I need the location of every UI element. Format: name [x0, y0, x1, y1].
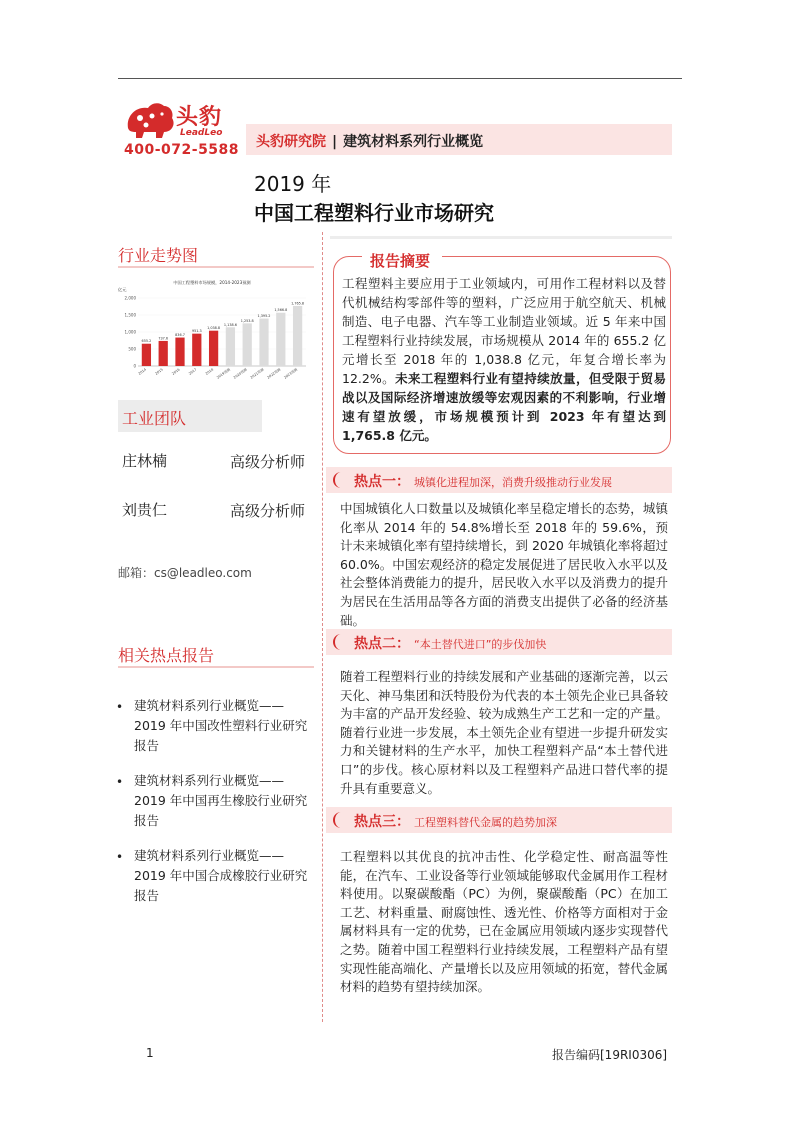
chart-data-label: 951.3: [191, 329, 202, 334]
hotspot-body: 工程塑料以其优良的抗冲击性、化学稳定性、耐高温等性能，在汽车、工业设备等行业领域能够取代金属用作工程材料使用。以聚碳酸酯（PC）为例，聚碳酸酯（PC）在加工工艺、材料重量、耐腐蚀性、透光性、价格等方面相对于金属材料具有一定的优势，已在金属应用领域内逐步实现替代之势。随着中国工程塑料行业持续发展，工程塑料产品有望实现性能高端化、产量增长以及应用领域的拓宽，替代金属材料的趋势有望持续加深。: [340, 849, 668, 995]
related-report-link[interactable]: 建筑材料系列行业概览——2019 年中国合成橡胶行业研究报告: [134, 848, 308, 903]
logo-wordmark: 头豹: [176, 105, 223, 130]
chart-xtick: 2015: [154, 367, 164, 376]
chart-bar: [192, 334, 201, 366]
hotspot-number: 热点一：: [354, 474, 410, 490]
market-size-chart: [112, 276, 312, 386]
page-title: 中国工程塑料行业市场研究: [254, 201, 494, 225]
related-report-link[interactable]: 建筑材料系列行业概览——2019 年中国改性塑料行业研究报告: [134, 698, 308, 753]
title-year: 2019 年: [254, 172, 332, 196]
chart-ytick: 0: [133, 363, 136, 369]
hotspot-marker-icon: [330, 633, 342, 651]
header-series-line: [256, 131, 483, 151]
chart-xtick: 2017: [188, 367, 198, 376]
column-divider: [322, 232, 323, 1022]
analyst-role: 高级分析师: [230, 502, 306, 520]
trend-divider: [118, 266, 314, 268]
chart-data-label: 836.7: [175, 333, 185, 338]
hotspot-body: 随着工程塑料行业的持续发展和产业基础的逐渐完善，以云天化、神马集团和沃特股份为代表的本土领先企业已具备较为丰富的产品开发经验、较为成熟生产工艺和一定的产量。随着行业进一步发展，本土领先企业有望进一步提升研发实力和关键材料的生产水平，加快工程塑料产品“本土替代进口”的步伐。核心原材料以及工程塑料产品进口替代率的提升具有重要意义。: [340, 669, 668, 796]
chart-data-label: 1,765.8: [291, 301, 305, 306]
summary-body: 工程塑料主要应用于工业领域内，可用作工程材料以及替代机械结构零部件等的塑料，广泛应用于航空航天、机械制造、电子电器、汽车等工业制造业领域。近 5 年来中国工程塑料行业持续发展，市场规模从 2014 年的 655.2 亿元增长至 2018 年的 1,038.8 亿元，年复合增长率为 12.2%。: [342, 276, 666, 386]
chart-ylabel: 亿元: [118, 287, 127, 292]
top-rule: [118, 78, 682, 79]
hotspot-number: 热点三：: [354, 814, 410, 830]
chart-data-label: 737.6: [158, 336, 169, 341]
chart-bar: [175, 338, 184, 366]
contact-email: 邮箱：cs@leadleo.com: [118, 566, 252, 580]
chart-data-label: 1,253.8: [240, 318, 254, 323]
summary-top-bar: [330, 236, 672, 239]
chart-data-label: 655.2: [141, 339, 152, 344]
chart-ytick: 2,000: [124, 295, 136, 301]
hotspot-subtitle: 工程塑料替代金属的趋势加深: [414, 816, 557, 829]
bullet: •: [116, 850, 124, 864]
hotspot-number: 热点二：: [354, 636, 410, 652]
summary-bold: 未来工程塑料行业有望持续放量，但受限于贸易战以及国际经济增速放缓等宏观因素的不利影响，行业增速有望放缓，市场规模预计到 2023 年有望达到 1,765.8 亿元。: [342, 371, 666, 443]
chart-data-label: 1,566.8: [274, 308, 288, 313]
chart-xtick: 2018: [204, 367, 215, 376]
analyst-name: 刘贵仁: [122, 501, 168, 519]
chart-xtick: 2019预测: [216, 367, 231, 380]
chart-xtick: 2023预测: [283, 367, 299, 380]
bullet: •: [116, 700, 124, 714]
hotspot-title: [354, 633, 546, 653]
hotspot-title: [354, 811, 557, 831]
trend-heading: 行业走势图: [118, 246, 199, 265]
hotspot-marker-icon: [330, 811, 342, 829]
summary-text: [342, 274, 666, 445]
chart-bar: [159, 341, 168, 366]
chart-xtick: 2020预测: [232, 367, 248, 380]
logo-english: LeadLeo: [180, 128, 223, 138]
chart-data-label: 1,038.8: [207, 326, 221, 331]
chart-xtick: 2022预测: [266, 367, 282, 380]
chart-bar: [209, 331, 218, 366]
hotspot-title: [354, 471, 612, 491]
analyst-name: 庄林楠: [122, 452, 168, 470]
chart-xtick: 2016: [171, 367, 181, 376]
team-heading: 工业团队: [122, 409, 187, 428]
chart-bar: [243, 323, 252, 366]
report-code: 报告编码[19RI0306]: [552, 1048, 668, 1062]
chart-bar: [259, 319, 268, 366]
analyst-role: 高级分析师: [230, 453, 306, 471]
related-heading: 相关热点报告: [118, 646, 215, 665]
hotspot-marker-icon: [330, 471, 342, 489]
chart-ytick: 1,000: [124, 329, 136, 335]
chart-xtick: 2014: [137, 367, 147, 376]
chart-bar: [293, 306, 302, 366]
chart-data-label: 1,395.2: [257, 314, 271, 319]
chart-bar: [226, 327, 235, 366]
hotspot-subtitle: “本土替代进口”的步伐加快: [414, 638, 547, 651]
series-name: 建筑材料系列行业概览: [343, 134, 484, 150]
hotspot-body: 中国城镇化人口数量以及城镇化率呈稳定增长的态势，城镇化率从 2014 年的 54.8%增长至 2018 年的 59.6%，预计未来城镇化率有望持续增长，到 2020 年城镇化率将超过 60.0%。中国宏观经济的稳定发展促进了居民收入水平以及社会整体消费能力的提升，居民收入水平以及消费力的提升为居民在生活用品等各方面的消费支出提供了必备的经济基础。: [340, 501, 668, 628]
institute-name: 头豹研究院: [256, 134, 326, 150]
chart-xtick: 2021预测: [249, 367, 265, 380]
related-divider: [118, 666, 314, 668]
chart-ytick: 1,500: [124, 312, 136, 318]
phone-number: 400-072-5588: [124, 142, 240, 158]
chart-title: 中国工程塑料市场规模，2014-2023预测: [173, 280, 251, 285]
chart-data-label: 1,138.6: [223, 322, 237, 327]
hotspot-subtitle: 城镇化进程加深，消费升级推动行业发展: [414, 476, 612, 489]
chart-ytick: 500: [128, 346, 136, 352]
chart-bar: [142, 344, 151, 366]
related-report-link[interactable]: 建筑材料系列行业概览——2019 年中国再生橡胶行业研究报告: [134, 773, 308, 828]
page-number: 1: [146, 1046, 154, 1060]
chart-bar: [276, 313, 285, 366]
header-separator: |: [332, 134, 338, 150]
summary-label: 报告摘要: [370, 252, 431, 270]
leopard-logo-icon: [122, 98, 178, 142]
bullet: •: [116, 775, 124, 789]
